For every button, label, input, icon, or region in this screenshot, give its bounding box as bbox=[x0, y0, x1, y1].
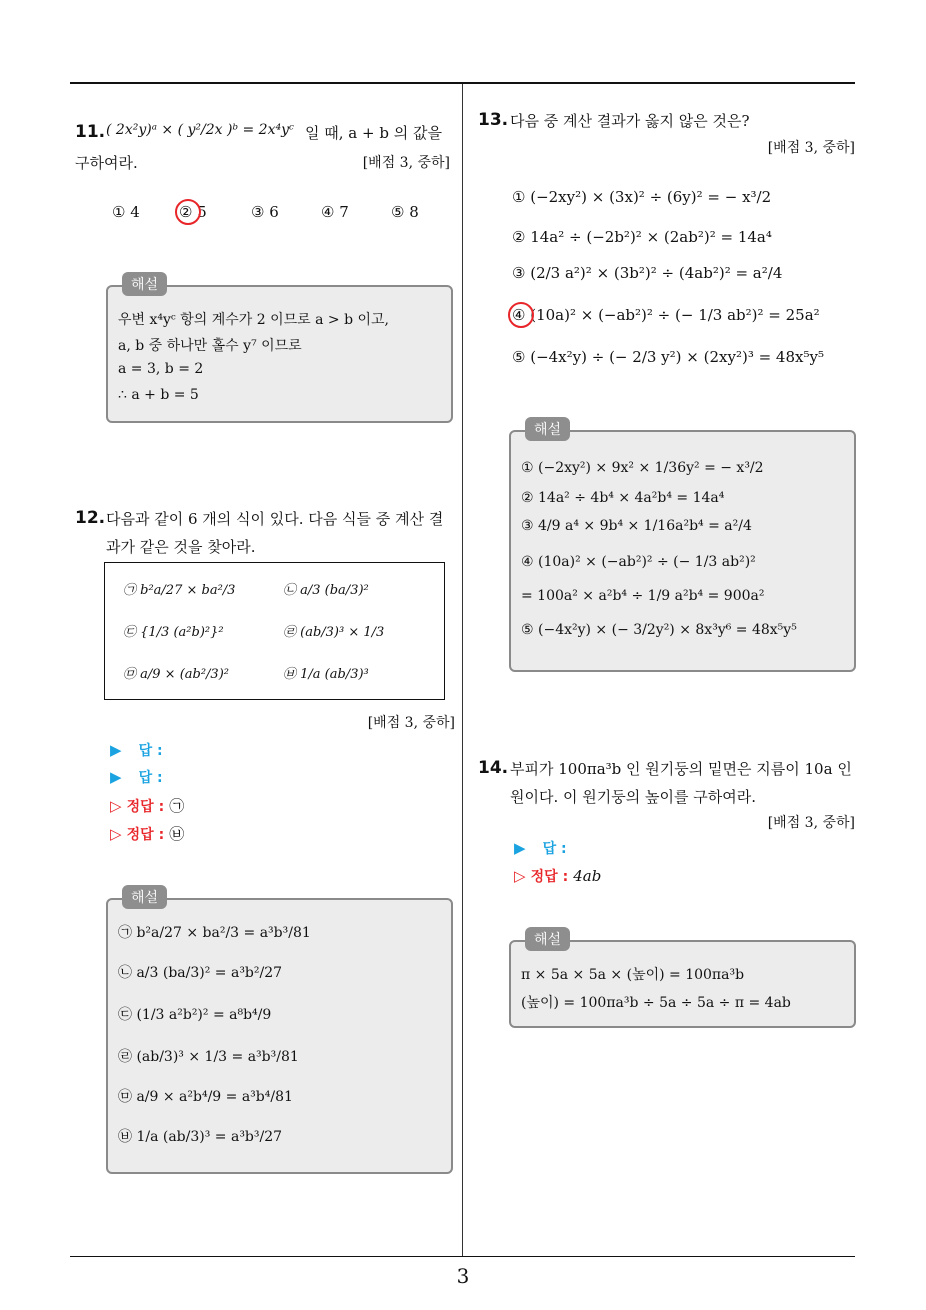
q12-answer-label-1: 답 : bbox=[138, 743, 163, 759]
q13-source: [배점 3, 중하] bbox=[767, 140, 855, 156]
q13-solution-line-4: ④ (10a)² × (−ab²)² ÷ (− 1/3 ab²)² bbox=[521, 554, 756, 570]
red-outline-triangle-icon: ▷ bbox=[514, 867, 526, 885]
q14-correct-row bbox=[514, 866, 601, 886]
q11-choice-1[interactable]: ① 4 bbox=[112, 203, 140, 221]
q14-solution-line-2: (높이) = 100πa³b ÷ 5a ÷ 5a ÷ π = 4ab bbox=[521, 995, 791, 1011]
q13-solution-line-6: ⑤ (−4x²y) × (− 3/2y²) × 8x³y⁶ = 48x⁵y⁵ bbox=[521, 622, 797, 638]
q12-solution-line-1: ㉠ b²a/27 × ba²/3 = a³b³/81 bbox=[118, 925, 311, 941]
blue-triangle-icon: ▶ bbox=[514, 839, 526, 857]
q11-solution-line-1: 우변 x⁴yᶜ 항의 계수가 2 이므로 a > b 이고, bbox=[118, 312, 389, 328]
q13-choice-3[interactable]: ③ (2/3 a²)² × (3b²)² ÷ (4ab²)² = a²/4 bbox=[512, 264, 783, 282]
q14-solution-tag: 해설 bbox=[525, 927, 570, 951]
q11-choice-4[interactable]: ④ 7 bbox=[321, 203, 349, 221]
q12-solution-line-3: ㉢ (1/3 a²b²)² = a⁸b⁴/9 bbox=[118, 1007, 272, 1023]
page-number: 3 bbox=[456, 1264, 470, 1288]
q11-solution-tag: 해설 bbox=[122, 272, 167, 296]
q12-number: 12. bbox=[75, 508, 106, 528]
q12-correct-label-2: 정답 : bbox=[126, 827, 165, 843]
q14-correct-value: 4ab bbox=[573, 867, 602, 885]
q13-solution-box bbox=[509, 422, 856, 672]
q12-solution-tag: 해설 bbox=[122, 885, 167, 909]
red-outline-triangle-icon: ▷ bbox=[110, 825, 122, 843]
q13-choice-5[interactable]: ⑤ (−4x²y) ÷ (− 2/3 y²) × (2xy²)³ = 48x⁵y⁵ bbox=[512, 348, 824, 366]
q14-stem-line-2: 원이다. 이 원기둥의 높이를 구하여라. bbox=[510, 788, 756, 806]
q11-choice-3[interactable]: ③ 6 bbox=[251, 203, 279, 221]
q12-correct-row-2 bbox=[110, 823, 184, 844]
q14-stem-line-1: 부피가 100πa³b 인 원기둥의 밑면은 지름이 10a 인 bbox=[510, 760, 852, 778]
bottom-rule bbox=[70, 1256, 855, 1257]
red-outline-triangle-icon: ▷ bbox=[110, 797, 122, 815]
q11-solution-box bbox=[106, 277, 453, 423]
q12-stem-line-2: 과가 같은 것을 찾아라. bbox=[106, 538, 256, 556]
q12-answer-label-2: 답 : bbox=[138, 770, 163, 786]
q12-correct-label-1: 정답 : bbox=[126, 799, 165, 815]
blue-triangle-icon: ▶ bbox=[110, 741, 122, 759]
q11-stem-text2: 구하여라. bbox=[75, 154, 138, 172]
q12-solution-line-6: ㉥ 1/a (ab/3)³ = a³b³/27 bbox=[118, 1129, 283, 1145]
q12-solution-line-4: ㉣ (ab/3)³ × 1/3 = a³b³/81 bbox=[118, 1049, 299, 1065]
q12-correct-value-1: ㉠ bbox=[169, 797, 185, 815]
q14-solution-box bbox=[509, 932, 856, 1028]
q12-source: [배점 3, 중하] bbox=[367, 715, 455, 731]
q12-expression-box bbox=[104, 562, 445, 700]
q12-item-4: ㉣ (ab/3)³ × 1/3 bbox=[283, 625, 385, 640]
q13-choice-2[interactable]: ② 14a² ÷ (−2b²)² × (2ab²)² = 14a⁴ bbox=[512, 228, 772, 246]
blue-triangle-icon: ▶ bbox=[110, 768, 122, 786]
q11-answer-circle bbox=[175, 199, 201, 225]
q13-answer-circle bbox=[508, 302, 534, 328]
q14-solution-line-1: π × 5a × 5a × (높이) = 100πa³b bbox=[521, 967, 745, 983]
q11-choice-2[interactable]: ② 5 bbox=[179, 203, 207, 221]
q14-answer-row[interactable] bbox=[514, 838, 567, 858]
q11-choice-5[interactable]: ⑤ 8 bbox=[391, 203, 419, 221]
q12-answer-row-1[interactable] bbox=[110, 740, 163, 760]
q13-solution-line-1: ① (−2xy²) × 9x² × 1/36y² = − x³/2 bbox=[521, 460, 764, 476]
q12-item-2: ㉡ a/3 (ba/3)² bbox=[283, 583, 369, 598]
q14-source: [배점 3, 중하] bbox=[767, 815, 855, 831]
q12-item-1: ㉠ b²a/27 × ba²/3 bbox=[123, 583, 236, 598]
q11-number: 11. bbox=[75, 122, 106, 142]
q12-solution-line-5: ㉤ a/9 × a²b⁴/9 = a³b⁴/81 bbox=[118, 1089, 293, 1105]
q12-item-6: ㉥ 1/a (ab/3)³ bbox=[283, 667, 369, 682]
q12-solution-line-2: ㉡ a/3 (ba/3)² = a³b²/27 bbox=[118, 965, 283, 981]
q12-stem-line-1: 다음과 같이 6 개의 식이 있다. 다음 식들 중 계산 결 bbox=[106, 510, 444, 528]
q12-item-5: ㉤ a/9 × (ab²/3)² bbox=[123, 667, 229, 682]
q13-number: 13. bbox=[478, 110, 509, 130]
q14-correct-label: 정답 : bbox=[530, 869, 569, 885]
q13-solution-line-2: ② 14a² ÷ 4b⁴ × 4a²b⁴ = 14a⁴ bbox=[521, 490, 725, 506]
q12-answer-row-2[interactable] bbox=[110, 767, 163, 787]
q13-choice-4[interactable]: ④ (10a)² × (−ab²)² ÷ (− 1/3 ab²)² = 25a² bbox=[512, 306, 820, 324]
column-divider bbox=[462, 84, 463, 1256]
q14-number: 14. bbox=[478, 758, 509, 778]
q12-solution-box bbox=[106, 890, 453, 1174]
q13-choice-1[interactable]: ① (−2xy²) × (3x)² ÷ (6y)² = − x³/2 bbox=[512, 188, 772, 206]
q13-solution-tag: 해설 bbox=[525, 417, 570, 441]
q12-correct-value-2: ㉥ bbox=[169, 825, 185, 843]
q11-stem-text: 일 때, a + b 의 값을 bbox=[305, 124, 442, 142]
q14-answer-label: 답 : bbox=[542, 841, 567, 857]
q11-solution-line-2: a, b 중 하나만 홀수 y⁷ 이므로 bbox=[118, 338, 302, 354]
q12-correct-row-1 bbox=[110, 795, 184, 816]
q11-source: [배점 3, 중하] bbox=[362, 155, 450, 171]
q13-solution-line-3: ③ 4/9 a⁴ × 9b⁴ × 1/16a²b⁴ = a²/4 bbox=[521, 518, 752, 534]
q13-solution-line-5: = 100a² × a²b⁴ ÷ 1/9 a²b⁴ = 900a² bbox=[521, 588, 765, 604]
q11-stem-math: ( 2x²y)ᵃ × ( y²/2x )ᵇ = 2x⁴yᶜ bbox=[106, 122, 294, 138]
q13-stem: 다음 중 계산 결과가 옳지 않은 것은? bbox=[510, 112, 750, 130]
q12-item-3: ㉢ {1/3 (a²b)²}² bbox=[123, 625, 224, 640]
q11-solution-line-4: ∴ a + b = 5 bbox=[118, 387, 199, 403]
q11-solution-line-3: a = 3, b = 2 bbox=[118, 361, 204, 377]
